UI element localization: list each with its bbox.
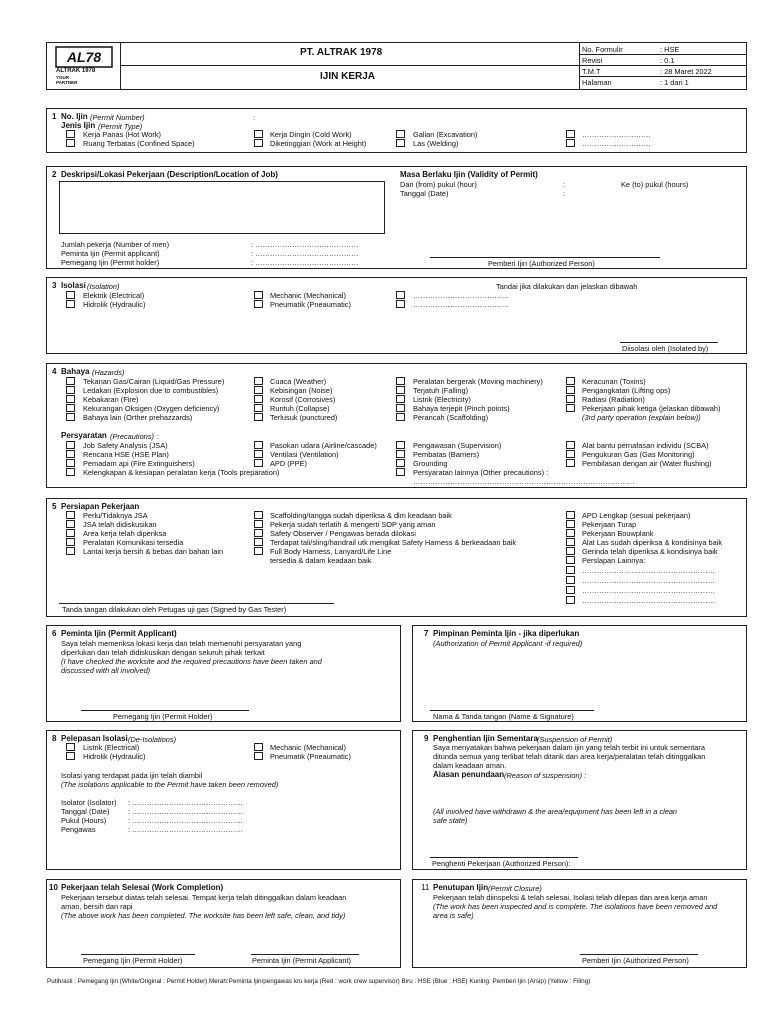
checkbox-hazard-3-1[interactable] [396, 377, 405, 385]
deiso-value-date[interactable]: : ……………………………………… [128, 807, 243, 816]
checkbox-hazard-2-1[interactable] [254, 377, 263, 385]
prep-2-5: Full Body Harness, Lanyard/Life Line [270, 547, 392, 556]
section-11-signature-label: Pemberi Ijin (Authorized Person) [582, 956, 689, 965]
prep-2-1: Scaffolding/tangga sudah diperiksa & dlm keadaan baik [270, 511, 452, 520]
section-9-note-2: safe state) [433, 816, 468, 825]
permit-type-label: Jenis Ijin [61, 121, 96, 130]
isolation-other-1[interactable]: ………………………………… [413, 291, 510, 300]
checkbox-prep-other-3[interactable] [566, 586, 575, 594]
meta-value-1: : 0.1 [660, 56, 675, 65]
req-other-field[interactable]: ……………………………………………………………………………… [413, 477, 635, 486]
req-other: Persyaratan lainnya (Other precautions) : [413, 468, 549, 477]
checkbox-hazard-2-3[interactable] [254, 395, 263, 403]
prep-3-3: Pekerjaan Bouwplank [582, 529, 654, 538]
precautions-colon: : [157, 432, 160, 441]
applicant-value[interactable]: : …………………………………… [251, 249, 359, 258]
label-confined-space: Ruang Terbatas (Confined Space) [83, 139, 195, 148]
checkbox-req-4-3[interactable] [566, 459, 575, 467]
prep-1-5: Lantai kerja bersih & bebas dari bahan lain [83, 547, 224, 556]
checkbox-hazard-3-2[interactable] [396, 386, 405, 394]
checkbox-welding[interactable] [396, 139, 405, 147]
precautions-title: Persyaratan [61, 431, 107, 440]
checkbox-prep-3-6[interactable] [566, 556, 575, 564]
checkbox-prep-3-4[interactable] [566, 538, 575, 546]
validity-from: Dari (from) pukul (hour) [400, 180, 477, 189]
section-10-signature-holder: Pemegang Ijin (Permit Holder) [83, 956, 183, 965]
hazard-1-4: Kekurangan Oksigen (Oxygen deficiency) [83, 404, 220, 413]
section-10-signature-applicant: Peminta Ijin (Permit Applicant) [252, 956, 351, 965]
section-6-text-1: Saya telah memeriksa lokasi kerja dan telah memenuhi persyaratan yang [61, 639, 302, 648]
section-9-note-1: (All involved have withdrawn & the area/equipment has been left in a clean [433, 807, 678, 816]
req-tools: Kelengkapan & kesiapan peralatan kerja (Tools preparation) [83, 468, 280, 477]
section-8-title: Pelepasan Isolasi [61, 734, 128, 743]
req-4-2: Pengukuran Gas (Gas Monitoring) [582, 450, 695, 459]
checkbox-pneumatic[interactable] [254, 300, 263, 308]
req-3-1: Pengawasan (Supervision) [413, 441, 502, 450]
checkbox-prep-1-2[interactable] [66, 520, 75, 528]
validity-date: Tanggal (Date) [400, 189, 449, 198]
deiso-electrical: Listrik (Electrical) [83, 743, 140, 752]
section-5-number: 5 [52, 502, 57, 511]
checkbox-hazard-1-5[interactable] [66, 413, 75, 421]
hazard-1-5: Bahaya lain (Orther prehazzards) [83, 413, 193, 422]
section-7-title: Pimpinan Peminta Ijin - jika diperlukan [433, 629, 580, 638]
prep-other-1[interactable]: ……………………………………………… [582, 566, 716, 575]
checkbox-prep-other-1[interactable] [566, 566, 575, 574]
checkbox-hazard-1-3[interactable] [66, 395, 75, 403]
section-7-signature-label: Nama & Tanda tangan (Name & Signature) [433, 712, 574, 721]
checkbox-other-1[interactable] [566, 130, 575, 138]
checkbox-deiso-mechanical[interactable] [254, 743, 263, 751]
section-6-text-4: discussed with all involved) [61, 666, 151, 675]
hazard-3-3: Listrik (Electricity) [413, 395, 471, 404]
prep-3-5: Gerinda telah diperiksa & kondisinya baik [582, 547, 718, 556]
section-1-number: 1 [52, 112, 57, 121]
label-mechanical: Mechanic (Mechanical) [270, 291, 346, 300]
checkbox-excavation[interactable] [396, 130, 405, 138]
section-11-number: 11 [421, 883, 430, 892]
req-1-3: Pemadam api (Fire Extinguishers) [83, 459, 195, 468]
label-electrical: Elektrik (Electrical) [83, 291, 145, 300]
meta-label-1: Revisi [582, 56, 603, 65]
checkbox-req-2-1[interactable] [254, 441, 263, 449]
deiso-hydraulic: Hidrolik (Hydraulic) [83, 752, 146, 761]
section-4-title-en: (Hazards) [92, 368, 125, 377]
checkbox-req-1-3[interactable] [66, 459, 75, 467]
deiso-value-isolator[interactable]: : ……………………………………… [128, 798, 243, 807]
checkbox-other-2[interactable] [566, 139, 575, 147]
checkbox-cold-work[interactable] [254, 130, 263, 138]
checkbox-hazard-2-4[interactable] [254, 404, 263, 412]
label-hydraulic: Hidrolik (Hydraulic) [83, 300, 146, 309]
section-11-text-3: area is safe) [433, 911, 474, 920]
hazard-3-5: Perancah (Scaffolding) [413, 413, 489, 422]
section-9-title-en: (Suspension of Permit) [537, 735, 613, 744]
permit-type-label-en: (Permit Type) [98, 122, 143, 131]
checkbox-hazard-1-1[interactable] [66, 377, 75, 385]
checkbox-prep-1-3[interactable] [66, 529, 75, 537]
prep-1-4: Peralatan Komunikasi tersedia [83, 538, 184, 547]
prep-1-2: JSA telah didiskusikan [83, 520, 157, 529]
hazard-4-1: Keracunan (Toxins) [582, 377, 646, 386]
checkbox-hazard-4-1[interactable] [566, 377, 575, 385]
req-2-3: APD (PPE) [270, 459, 307, 468]
isolation-note: Tandai jika dilakukan dan jelaskan dibawah [496, 282, 638, 291]
label-work-at-height: Diketinggian (Work at Height) [270, 139, 367, 148]
header-box [46, 42, 747, 90]
checkbox-work-at-height[interactable] [254, 139, 263, 147]
section-10-text-3: (The above work has been completed. The worksite has been left safe, clean, and tidy) [61, 911, 346, 920]
checkbox-req-tools[interactable] [66, 468, 75, 476]
section-9-number: 9 [424, 734, 429, 743]
req-2-2: Ventilasi (Ventilation) [270, 450, 339, 459]
deiso-value-hours[interactable]: : ……………………………………… [128, 816, 243, 825]
hazard-4-4: Pekerjaan pihak ketiga (jelaskan dibawah) [582, 404, 721, 413]
checkbox-prep-3-1[interactable] [566, 511, 575, 519]
checkbox-confined-space[interactable] [66, 139, 75, 147]
hazard-2-5: Terlusuk (punctured) [270, 413, 338, 422]
checkbox-prep-3-3[interactable] [566, 529, 575, 537]
prep-other-4[interactable]: ……………………………………………… [582, 596, 716, 605]
hazard-2-1: Cuaca (Weather) [270, 377, 327, 386]
deiso-field-hours: Pukul (Hours) [61, 816, 107, 825]
prep-1-3: Area kerja telah diperiksa [83, 529, 167, 538]
hazard-4-3: Radiasi (Radiation) [582, 395, 645, 404]
checkbox-isolation-other-2[interactable] [396, 300, 405, 308]
prep-3-4: Alat Las sudah diperiksa & kondisinya baik [582, 538, 723, 547]
checkbox-req-1-1[interactable] [66, 441, 75, 449]
label-cold-work: Kerja Dingin (Cold Work) [270, 130, 352, 139]
section-8-text-1: Isolasi yang terdapat pada ijin telah diambil [61, 771, 203, 780]
section-6-text-3: (I have checked the worksite and the required precautions have been taken and [61, 657, 322, 666]
checkbox-prep-other-2[interactable] [566, 576, 575, 584]
section-6-text-2: diperlukan dan telah didiskusikan dengan seluruh pihak terkait [61, 648, 265, 657]
validity-from-colon: : [563, 180, 566, 189]
meta-label-2: T.M.T [582, 67, 601, 76]
section-2-title: Deskripsi/Lokasi Pekerjaan (Description/Location of Job) [61, 170, 278, 179]
section-10-number: 10 [49, 883, 58, 892]
checkbox-hazard-2-2[interactable] [254, 386, 263, 394]
checkbox-prep-3-2[interactable] [566, 520, 575, 528]
checkbox-prep-1-1[interactable] [66, 511, 75, 519]
checkbox-prep-1-4[interactable] [66, 538, 75, 546]
section-6-signature-label: Pemegang Ijin (Permit Holder) [113, 712, 213, 721]
section-11-title: Penutupan Ijin [433, 883, 489, 892]
section-11-title-en: (Permit Closure) [488, 884, 542, 893]
prep-3-1: APD Lengkap (sesuai pekerjaan) [582, 511, 691, 520]
checkbox-hazard-3-4[interactable] [396, 404, 405, 412]
hazard-1-1: Tekanan Gas/Cairan (Liquid/Gas Pressure) [83, 377, 225, 386]
section-8-title-en: (De-Isolations) [128, 735, 177, 744]
label-welding: Las (Welding) [413, 139, 459, 148]
prep-2-5-cont: tersedia & dalam keadaan baik [270, 556, 372, 565]
section-4-number: 4 [52, 367, 57, 376]
checkbox-req-other[interactable] [396, 468, 405, 476]
label-excavation: Galian (Excavation) [413, 130, 478, 139]
isolation-other-2[interactable]: ………………………………… [413, 300, 510, 309]
hazard-4-4-en: (3rd party operation (explain below)) [582, 413, 701, 422]
section-8-text-2: (The isolations applicable to the Permit have taken been removed) [61, 780, 279, 789]
prep-other-2[interactable]: ……………………………………………… [582, 576, 716, 585]
section-9-text-1: Saya menyatakan bahwa pekerjaan dalam ijin yang telah terbit ini untuk sementara [433, 743, 705, 752]
checkbox-hazard-4-3[interactable] [566, 395, 575, 403]
hazard-4-2: Pengangkatan (Lifting ops) [582, 386, 671, 395]
req-1-1: Job Safety Analysis (JSA) [83, 441, 168, 450]
prep-2-2: Pekerja sudah terlatih & mengerti SOP yang aman [270, 520, 436, 529]
checkbox-deiso-pneumatic[interactable] [254, 752, 263, 760]
prep-2-3: Safety Observer / Pengawas berada dilokasi [270, 529, 416, 538]
section-3-title-en: (Isolation) [87, 282, 120, 291]
checkbox-prep-1-5[interactable] [66, 547, 75, 555]
deiso-field-isolator: Isolator (Isolator) [61, 798, 117, 807]
deiso-field-supervisor: Pengawas [61, 825, 96, 834]
checkbox-req-4-2[interactable] [566, 450, 575, 458]
meta-value-0: : HSE [660, 45, 680, 54]
checkbox-req-4-1[interactable] [566, 441, 575, 449]
section-6-number: 6 [52, 629, 57, 638]
checkbox-hazard-1-2[interactable] [66, 386, 75, 394]
checkbox-req-3-1[interactable] [396, 441, 405, 449]
checkbox-hazard-1-4[interactable] [66, 404, 75, 412]
checkbox-isolation-other-1[interactable] [396, 291, 405, 299]
logo-subtext: YOUR PARTNER [56, 75, 78, 85]
logo-text: ALTRAK 1978 [56, 68, 96, 74]
prep-other-3[interactable]: ……………………………………………… [582, 586, 716, 595]
section-10-text-2: aman, bersih dan rapi [61, 902, 133, 911]
other-type-1[interactable]: ………………………. [582, 130, 651, 139]
permit-number-label: No. Ijin [61, 112, 88, 121]
section-9-signature-label: Penghenti Pekerjaan (Authorized Person): [432, 859, 571, 868]
section-7-number: 7 [424, 629, 429, 638]
checkbox-hazard-3-5[interactable] [396, 413, 405, 421]
section-6-title: Peminta Ijin (Permit Applicant) [61, 629, 177, 638]
section-10-title: Pekerjaan telah Selesai (Work Completion) [61, 883, 224, 892]
company-name: PT. ALTRAK 1978 [300, 47, 383, 58]
req-3-3: Grounding [413, 459, 448, 468]
hazard-1-2: Ledakan (Explosion due to combustibles) [83, 386, 219, 395]
svg-text:AL78: AL78 [66, 49, 102, 65]
meta-label-3: Halaman [582, 78, 612, 87]
hazard-2-2: Kebisingan (Noise) [270, 386, 333, 395]
prep-1-1: Perlu/Tidaknya JSA [83, 511, 148, 520]
req-4-3: Pembilasan dengan air (Water flushing) [582, 459, 712, 468]
section-11-text-2: (The work has been inspected and is complete. The isolations have been removed and [433, 902, 718, 911]
holder-label: Pemegang Ijin (Permit holder) [61, 258, 160, 267]
prep-3-6: Perslapan Lainnya: [582, 556, 646, 565]
company-logo [54, 45, 114, 87]
section-9-title: Penghentian Ijin Sementara [433, 734, 538, 743]
job-description-field[interactable] [59, 181, 385, 234]
hazard-3-4: Bahaya terjepit (Pinch points) [413, 404, 510, 413]
checkbox-deiso-hydraulic[interactable] [66, 752, 75, 760]
prep-2-4: Terdapat tali/sling/handrail utk mengikat Safety Harness & berkeadaan baik [270, 538, 517, 547]
isolated-by-label: Diisolasi oleh (Isolated by) [622, 344, 709, 353]
meta-label-0: No. Formulir [582, 45, 623, 54]
checkbox-req-1-2[interactable] [66, 450, 75, 458]
section-8-number: 8 [52, 734, 57, 743]
section-2-number: 2 [52, 170, 57, 179]
hazard-3-2: Terjatuh (Falling) [413, 386, 469, 395]
validity-title: Masa Berlaku Ijin (Validity of Permit) [400, 170, 538, 179]
checkbox-hazard-2-5[interactable] [254, 413, 263, 421]
checkbox-prep-3-5[interactable] [566, 547, 575, 555]
permit-number-label-en: (Permit Number) [90, 113, 145, 122]
section-10-text-1: Pekerjaan tersebut diatas telah selesai. Tempat kerja telah ditinggalkan dalam keadaan [61, 893, 347, 902]
req-2-1: Pasokan udara (Airline/cascade) [270, 441, 377, 450]
section-3-title: Isolasi [61, 281, 86, 290]
section-5-title: Persiapan Pekerjaan [61, 502, 140, 511]
applicant-label: Peminta Ijin (Permit applicant) [61, 249, 160, 258]
document-title: IJIN KERJA [320, 71, 376, 82]
req-3-2: Pembatas (Barriers) [413, 450, 480, 459]
checkbox-prep-2-4[interactable] [254, 538, 263, 546]
checkbox-hydraulic[interactable] [66, 300, 75, 308]
label-hot-work: Kerja Panas (Hot Work) [83, 130, 161, 139]
deiso-pneumatic: Pneumatik (Pneaumatic) [270, 752, 351, 761]
req-1-2: Rencana HSE (HSE Plan) [83, 450, 169, 459]
prep-3-2: Pekerjaan Turap [582, 520, 637, 529]
hazard-2-4: Runtuh (Collapse) [270, 404, 330, 413]
workers-label: Jumlah pekerja (Number of men) [61, 240, 170, 249]
checkbox-deiso-electrical[interactable] [66, 743, 75, 751]
checkbox-hazard-3-3[interactable] [396, 395, 405, 403]
deiso-value-supervisor[interactable]: : ……………………………………… [128, 825, 243, 834]
checkbox-req-3-2[interactable] [396, 450, 405, 458]
checkbox-prep-other-4[interactable] [566, 596, 575, 604]
req-4-1: Alat bantu pernafasan individu (SCBA) [582, 441, 709, 450]
checkbox-req-3-3[interactable] [396, 459, 405, 467]
validity-to: Ke (to) pukul (hours) [621, 180, 689, 189]
checkbox-prep-2-1[interactable] [254, 511, 263, 519]
label-pneumatic: Pneumatik (Pneaumatic) [270, 300, 351, 309]
checkbox-req-2-3[interactable] [254, 459, 263, 467]
checkbox-prep-2-2[interactable] [254, 520, 263, 528]
checkbox-electrical[interactable] [66, 291, 75, 299]
meta-value-2: : 28 Maret 2022 [660, 67, 712, 76]
gas-tester-signature-label: Tanda tangan dilakukan oleh Petugas uji gas (Signed by Gas Tester) [62, 605, 287, 614]
authorized-person-label: Pemberi Ijin (Authorized Person) [488, 259, 595, 268]
section-11-text-1: Pekerjaan telah diinspeksi & telah selesai, Isolasi telah dilepas dan area kerja aman [433, 893, 708, 902]
permit-number-colon: : [253, 113, 256, 122]
validity-date-colon: : [563, 189, 566, 198]
section-7-subtitle: (Authorization of Permit Applicant -if required) [433, 639, 583, 648]
deiso-mechanical: Mechanic (Mechanical) [270, 743, 346, 752]
workers-value[interactable]: : …………………………………… [251, 240, 359, 249]
section-4-title: Bahaya [61, 367, 90, 376]
copy-distribution-footer: Putih/asli : Pemegang Ijin (White/Original : Permit Holder) Merah:Peminta Ijin/pengawas kru kerja (Red : work crew supervisor) Biru : HSE (Blue : HSE) Kuning: Pemberi Ijin (Arsip) (Yellow : Filing) [47, 978, 591, 985]
precautions-title-en: (Precautions) [110, 432, 154, 441]
checkbox-hazard-4-2[interactable] [566, 386, 575, 394]
section-3-number: 3 [52, 281, 57, 290]
hazard-3-1: Peralatan bergerak (Moving machinery) [413, 377, 543, 386]
checkbox-hot-work[interactable] [66, 130, 75, 138]
section-9-text-2: ditunda semua yang terlibat telah ditarik dan area kerja/peralatan telah ditinggalkan [433, 752, 706, 761]
meta-value-3: : 1 dari 1 [660, 78, 689, 87]
holder-value[interactable]: : …………………………………… [251, 258, 359, 267]
other-type-2[interactable]: ………………………. [582, 139, 651, 148]
suspension-reason-label-en: (Reason of suspension) : [504, 771, 587, 780]
checkbox-prep-2-5[interactable] [254, 547, 263, 555]
section-9-text-3: dalam keadaan aman. [433, 761, 507, 770]
checkbox-req-2-2[interactable] [254, 450, 263, 458]
hazard-2-3: Korosif (Corrosives) [270, 395, 336, 404]
checkbox-mechanical[interactable] [254, 291, 263, 299]
checkbox-hazard-4-4[interactable] [566, 404, 575, 412]
suspension-reason-label: Alasan penundaan [433, 770, 505, 779]
hazard-1-3: Kebakaran (Fire) [83, 395, 139, 404]
deiso-field-date: Tanggal (Date) [61, 807, 110, 816]
checkbox-prep-2-3[interactable] [254, 529, 263, 537]
